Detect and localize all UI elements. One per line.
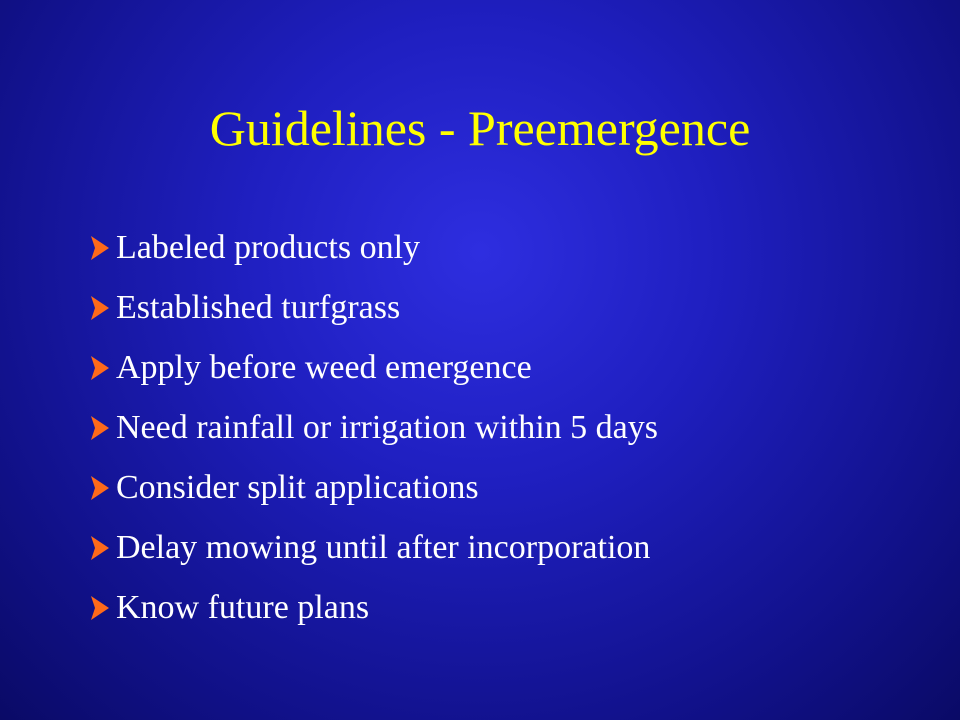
slide-title: Guidelines - Preemergence	[209, 100, 751, 156]
bullet-item	[86, 338, 658, 398]
arrow-bullet-icon	[86, 348, 116, 388]
bullet-list	[86, 218, 658, 638]
bullet-text: Consider split applications	[116, 469, 479, 506]
bullet-item	[86, 458, 658, 518]
arrow-bullet-icon	[86, 468, 116, 508]
arrow-bullet-icon	[86, 228, 116, 268]
bullet-text: Delay mowing until after incorporation	[116, 529, 651, 566]
bullet-item	[86, 578, 658, 638]
arrow-bullet-icon	[86, 588, 116, 628]
bullet-text: Apply before weed emergence	[116, 349, 532, 386]
bullet-item	[86, 518, 658, 578]
bullet-text: Need rainfall or irrigation within 5 days	[116, 409, 658, 446]
bullet-text: Know future plans	[116, 589, 370, 626]
bullet-item	[86, 278, 658, 338]
bullet-item	[86, 218, 658, 278]
arrow-bullet-icon	[86, 408, 116, 448]
arrow-bullet-icon	[86, 288, 116, 328]
arrow-bullet-icon	[86, 528, 116, 568]
bullet-item	[86, 398, 658, 458]
bullet-text: Established turfgrass	[116, 289, 401, 326]
bullet-text: Labeled products only	[116, 229, 421, 266]
